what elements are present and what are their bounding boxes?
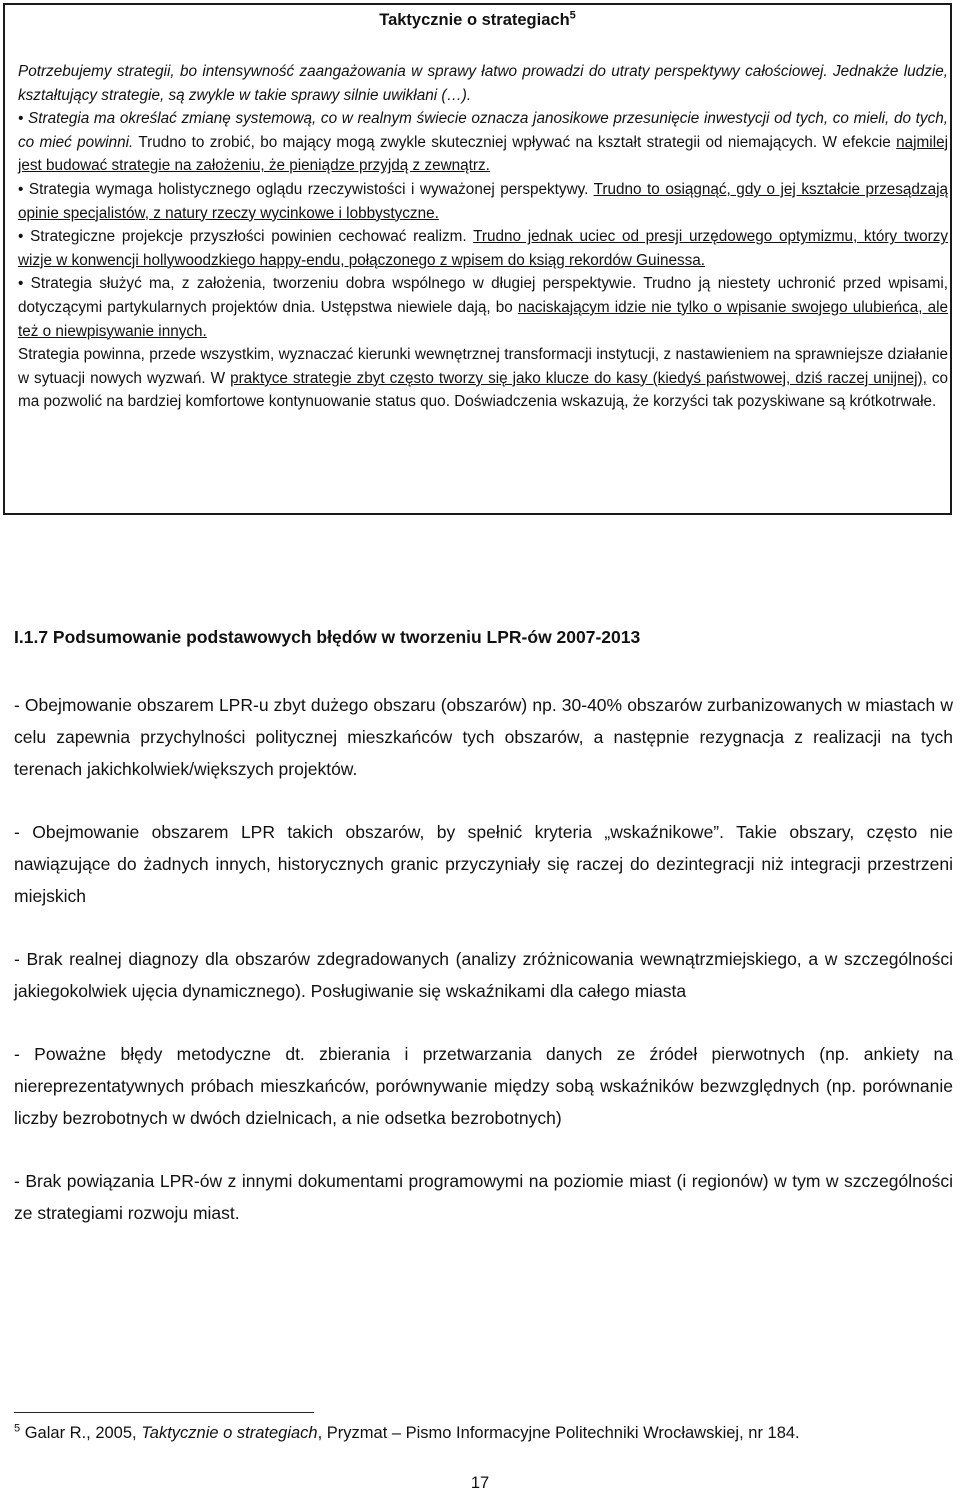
closing-lead: Strategia powinna, przede wszystkim, wyznaczać kierunki wewnętrznej transformacji instytucji, z nastawieniem na sprawniejsze działanie w sytuacji nowych wyzwań.	[18, 346, 948, 387]
closing-tail: co ma pozwolić na bardziej komfortowe kontynuowanie status quo. Doświadczenia wskazują, że korzyści tak pozyskiwane są krótkotrwałe.	[18, 369, 948, 411]
box-item	[18, 107, 948, 178]
box-item	[18, 225, 948, 272]
footnote-ref: 5	[569, 9, 576, 22]
item-underlined: Trudno jednak uciec od presji urzędowego optymizmu, który tworzy wizje w konwencji hollywoodzkiego happy-endu, połączonego z wpisem do ksiąg rekordów Guinessa.	[18, 228, 948, 269]
item-lead: • Strategia służyć ma, z założenia, tworzeniu dobra wspólnego w długiej perspektywie.	[18, 275, 637, 293]
box-intro-text: Potrzebujemy strategii, bo intensywność zaangażowania w sprawy łatwo prowadzi do utraty perspektywy całościowej. Jednakże ludzie, kształtujący strategie, są zwykle w takie sprawy silnie uwikłani (…).	[18, 63, 948, 104]
list-item: - Brak realnej diagnozy dla obszarów zdegradowanych (analizy zróżnicowania wewnątrzmiejskiego, a w szczególności jakiegokolwiek ujęcia dynamicznego). Posługiwanie się wskaźnikami dla całego miasta	[14, 949, 953, 1001]
list-item: - Brak powiązania LPR-ów z innymi dokumentami programowymi na poziomie miast (i regionów) w tym w szczególności ze strategiami rozwoju miast.	[14, 1171, 953, 1223]
list-item: - Obejmowanie obszarem LPR-u zbyt dużego obszaru (obszarów) np. 30-40% obszarów zurbanizowanych w miastach w celu zapewnia przychylności politycznej mieszkańców tych obszarów, a następnie rezygnacja z realizacji na tych terenach jakichkolwiek/większych projektów.	[14, 695, 953, 779]
footnote-title: Taktycznie o strategiach	[141, 1424, 318, 1442]
box-title-text: Taktycznie o strategiach	[379, 11, 570, 29]
page-number: 17	[470, 1474, 490, 1492]
item-lead: • Strategia ma określać zmianę systemową, co w realnym świecie oznacza janosikowe przesunięcie inwestycji od tych, co mieli, do tych, co mieć powinni.	[18, 110, 948, 151]
section-heading: I.1.7 Podsumowanie podstawowych błędów w tworzeniu LPR-ów 2007-2013	[14, 627, 641, 647]
item-underlined: Trudno to osiągnąć, gdy o jej kształcie przesądzają opinie specjalistów, z natury rzeczy wycinkowe i lobbystyczne.	[18, 180, 948, 222]
item-lead: • Strategia wymaga holistycznego oglądu rzeczywistości i wyważonej perspektywy.	[18, 180, 589, 198]
box-closing	[18, 343, 948, 414]
box-body	[18, 60, 948, 414]
box-title	[5, 11, 950, 30]
footnote	[14, 1424, 800, 1443]
footnote-post: , Pryzmat – Pismo Informacyjne Politechniki Wrocławskiej, nr 184.	[317, 1424, 800, 1442]
footnote-pre: Galar R., 2005,	[24, 1424, 142, 1442]
footnote-divider	[14, 1412, 314, 1413]
footnote-number: 5	[14, 1422, 21, 1435]
list-item: - Poważne błędy metodyczne dt. zbierania i przetwarzania danych ze źródeł pierwotnych (np. ankiety na niereprezentatywnych próbach mieszkańców, porównywanie między sobą wskaźników bezwzględnych (np. porównanie liczby bezrobotnych w dwóch dzielnicach, a nie odsetka bezrobotnych)	[14, 1044, 953, 1128]
box-intro	[18, 60, 948, 107]
closing-text: W	[205, 369, 231, 387]
quote-box	[3, 3, 952, 515]
box-item	[18, 272, 948, 343]
closing-underlined: praktyce strategie zbyt często tworzy się jako klucze do kasy (kiedyś państwowej, dziś raczej unijnej),	[230, 369, 927, 387]
error-list	[14, 689, 953, 1260]
item-lead: • Strategiczne projekcje przyszłości powinien cechować realizm.	[18, 228, 467, 246]
item-text: Trudno to zrobić, bo mający mogą zwykle skuteczniej wpływać na kształt strategii od niemających. W efekcie	[133, 133, 897, 151]
item-underlined: najmilej jest budować strategie na założeniu, że pieniądze przyjdą z zewnątrz.	[18, 133, 948, 175]
item-underlined: naciskającym idzie nie tylko o wpisanie swojego ulubieńca, ale też o niewpisywanie innych.	[18, 298, 948, 340]
list-item: - Obejmowanie obszarem LPR takich obszarów, by spełnić kryteria „wskaźnikowe”. Takie obszary, często nie nawiązujące do żadnych innych, historycznych granic przyczyniały się raczej do dezintegracji niż integracji przestrzeni miejskich	[14, 822, 953, 906]
box-item	[18, 178, 948, 225]
item-text: Trudno ją niestety uchronić przed wpisami, dotyczącymi partykularnych projektów dnia. Ustępstwa niewiele dają, bo	[18, 275, 948, 316]
